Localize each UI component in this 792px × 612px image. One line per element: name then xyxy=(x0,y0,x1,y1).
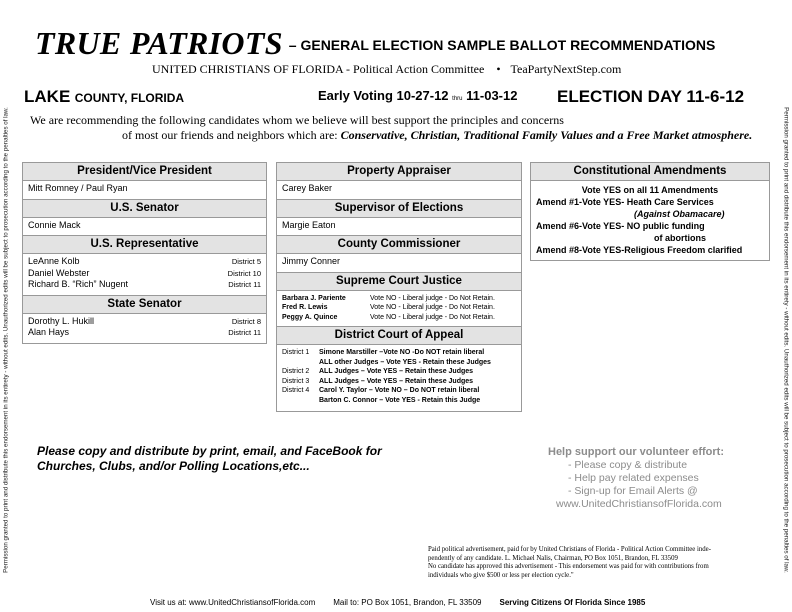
amendment-8: Amend #8-Vote YES-Religious Freedom clarified xyxy=(536,245,743,255)
state-senator-header: State Senator xyxy=(23,295,266,314)
left-permission-label: Permission granted to print and distribute this endorsement in its entirety - without edits. Unauthorized edits will be subject to prosecution according to the penalties of law. xyxy=(2,107,10,573)
list-item xyxy=(282,367,516,377)
county-heading xyxy=(24,87,184,107)
list-item xyxy=(282,303,516,313)
disclaimer-line: No candidate has approved this advertisement - This endorsement was paid for with contributions from xyxy=(428,563,709,571)
commissioner-name: Jimmy Conner xyxy=(282,256,341,266)
copy-distribute-note xyxy=(37,444,382,474)
district-label xyxy=(282,396,319,406)
commissioner-header: County Commissioner xyxy=(277,235,521,254)
list-item xyxy=(282,396,516,406)
appeal-court-body xyxy=(277,345,521,411)
representative-body xyxy=(23,254,266,295)
list-item xyxy=(282,358,516,368)
candidate-name: Dorothy L. Hukill xyxy=(28,315,95,326)
list-item xyxy=(28,316,261,328)
supervisor-name: Margie Eaton xyxy=(282,219,336,230)
state-senator-body xyxy=(23,314,266,343)
commissioner-row xyxy=(282,256,516,268)
footer-visit-link[interactable]: Visit us at: www.UnitedChristiansofFlorida.com xyxy=(150,598,316,607)
org-name: UNITED CHRISTIANS OF FLORIDA - Political Action Committee xyxy=(152,62,485,76)
help-item: - Sign-up for Email Alerts @ xyxy=(568,485,698,497)
justice-name: Peggy A. Quince xyxy=(282,313,338,321)
senator-header: U.S. Senator xyxy=(23,199,266,218)
commissioner-body xyxy=(277,254,521,272)
amendment-1-note xyxy=(536,208,764,220)
header-title-line xyxy=(35,25,715,62)
appraiser-name: Carey Baker xyxy=(282,183,333,193)
justice-vote: Vote NO - Liberal judge - Do Not Retain. xyxy=(370,294,495,302)
help-item: - Please copy & distribute xyxy=(568,459,688,471)
list-item xyxy=(28,327,261,339)
help-url-link[interactable]: www.UnitedChristiansofFlorida.com xyxy=(556,498,722,510)
candidate-name: Richard B. “Rich” Nugent xyxy=(28,279,129,289)
intro-values: Conservative, Christian, Traditional Family Values and a Free Market atmosphere. xyxy=(340,128,753,142)
president-header: President/Vice President xyxy=(23,163,266,181)
senator-row xyxy=(28,220,261,232)
president-name: Mitt Romney / Paul Ryan xyxy=(28,183,128,193)
justice-vote: Vote NO - Liberal judge - Do Not Retain. xyxy=(370,304,495,311)
list-item xyxy=(28,268,261,280)
amendments-all: Vote YES on all 11 Amendments xyxy=(581,185,719,195)
appeal-court-header: District Court of Appeal xyxy=(277,326,521,345)
volunteer-help xyxy=(548,446,724,511)
district-label: District 11 xyxy=(228,280,261,289)
early-voting xyxy=(318,88,517,103)
supreme-court-body xyxy=(277,291,521,327)
justice-vote: Vote NO - Liberal judge - Do Not Retain. xyxy=(370,313,495,321)
appeal-text: ALL other Judges – Vote YES - Retain these Judges xyxy=(319,358,491,366)
district-label: District 1 xyxy=(282,349,310,356)
copy-line-1: Please copy and distribute by print, email, and FaceBook for xyxy=(37,444,382,458)
intro-line-2 xyxy=(30,128,752,143)
senator-name: Connie Mack xyxy=(28,219,81,230)
senator-body xyxy=(23,218,266,236)
district-label xyxy=(282,358,319,368)
candidate-name: Daniel Webster xyxy=(28,267,90,278)
amendment-1: Amend #1-Vote YES- Heath Care Services xyxy=(536,197,714,207)
amendments-body xyxy=(531,181,769,260)
right-permission-label: Permission granted to print and distribute this endorsement in its entirety - without edits. Unauthorized edits will be subject to prosecution according to the penalties of law. xyxy=(782,107,790,573)
ballot-subtitle: – GENERAL ELECTION SAMPLE BALLOT RECOMMENDATIONS xyxy=(288,37,716,53)
supervisor-row xyxy=(282,220,516,232)
footer-mail: Mail to: PO Box 1051, Brandon, FL 33509 xyxy=(333,598,482,607)
election-day: ELECTION DAY 11-6-12 xyxy=(557,87,745,106)
appraiser-body xyxy=(277,181,521,199)
footer-serving: Serving Citizens Of Florida Since 1985 xyxy=(499,598,646,607)
list-item xyxy=(282,377,516,387)
appeal-text: ALL Judges – Vote YES – Retain these Judges xyxy=(319,377,474,385)
district-label: District 2 xyxy=(282,368,310,375)
amendments-column xyxy=(530,162,770,261)
help-item: - Help pay related expenses xyxy=(568,472,699,484)
district-label: District 10 xyxy=(227,268,261,278)
district-label: District 4 xyxy=(282,387,310,394)
amendments-header: Constitutional Amendments xyxy=(531,163,769,181)
list-item xyxy=(28,256,261,268)
appeal-text: Simone Marstiller –Vote NO -Do NOT retain liberal xyxy=(319,349,485,356)
supervisor-body xyxy=(277,218,521,236)
amendment-1-note-text: (Against Obamacare) xyxy=(634,209,725,219)
appeal-text: ALL Judges – Vote YES – Retain these Judges xyxy=(319,368,474,375)
county-suffix: COUNTY, FLORIDA xyxy=(74,91,185,105)
intro-line-2-text: of most our friends and neighbors which are: xyxy=(122,128,338,142)
right-permission-text xyxy=(781,75,791,605)
brand-title: TRUE PATRIOTS xyxy=(35,25,283,61)
county-name: LAKE xyxy=(24,87,71,106)
president-row xyxy=(28,183,261,195)
list-item xyxy=(28,279,261,291)
representative-header: U.S. Representative xyxy=(23,235,266,254)
candidate-name: LeAnne Kolb xyxy=(28,256,80,266)
appeal-text: Barton C. Connor – Vote YES - Retain this Judge xyxy=(319,396,481,404)
list-item xyxy=(282,348,516,358)
amendment-6-note: of abortions xyxy=(654,233,706,243)
district-label: District 11 xyxy=(228,328,261,337)
paid-disclaimer xyxy=(428,546,711,580)
intro-line-1: We are recommending the following candidates whom we believe will best support the principles and concerns xyxy=(30,113,564,127)
district-label: District 5 xyxy=(231,257,261,266)
disclaimer-line: pendently of any candidate. L. Michael Nalis, Chairman, PO Box 1051, Brandon, FL 33509 xyxy=(428,554,678,562)
district-label: District 3 xyxy=(282,377,310,385)
disclaimer-line: individuals who give $500 or less per election cycle." xyxy=(428,571,574,579)
org-site: TeaPartyNextStep.com xyxy=(510,62,622,76)
federal-state-column xyxy=(22,162,267,344)
list-item xyxy=(282,313,516,323)
supreme-court-header: Supreme Court Justice xyxy=(277,272,521,291)
intro-paragraph xyxy=(30,113,752,143)
header-org-line xyxy=(152,62,621,77)
district-label: District 8 xyxy=(231,316,261,326)
separator-dot: • xyxy=(496,62,501,76)
left-permission-text xyxy=(1,75,11,605)
appeal-text: Carol Y. Taylor – Vote NO – Do NOT retain liberal xyxy=(319,387,480,394)
copy-line-2: Churches, Clubs, and/or Polling Locations,etc... xyxy=(37,459,310,473)
justice-name: Barbara J. Pariente xyxy=(282,294,346,302)
county-judicial-column xyxy=(276,162,522,412)
appraiser-row xyxy=(282,183,516,195)
candidate-name: Alan Hays xyxy=(28,327,70,337)
footer xyxy=(150,598,645,607)
disclaimer-line: Paid political advertisement, paid for by United Christians of Florida - Political Action Committee inde- xyxy=(428,546,711,553)
early-voting-start: Early Voting 10-27-12 xyxy=(318,88,449,103)
amendment-6: Amend #6-Vote YES- NO public funding xyxy=(536,221,705,231)
supervisor-header: Supervisor of Elections xyxy=(277,199,521,218)
list-item xyxy=(282,386,516,396)
help-title: Help support our volunteer effort: xyxy=(548,446,724,458)
appraiser-header: Property Appraiser xyxy=(277,163,521,181)
list-item xyxy=(282,294,516,304)
president-body xyxy=(23,181,266,199)
justice-name: Fred R. Lewis xyxy=(282,304,328,311)
early-voting-thru: thru xyxy=(452,96,463,102)
early-voting-end: 11-03-12 xyxy=(466,88,518,103)
